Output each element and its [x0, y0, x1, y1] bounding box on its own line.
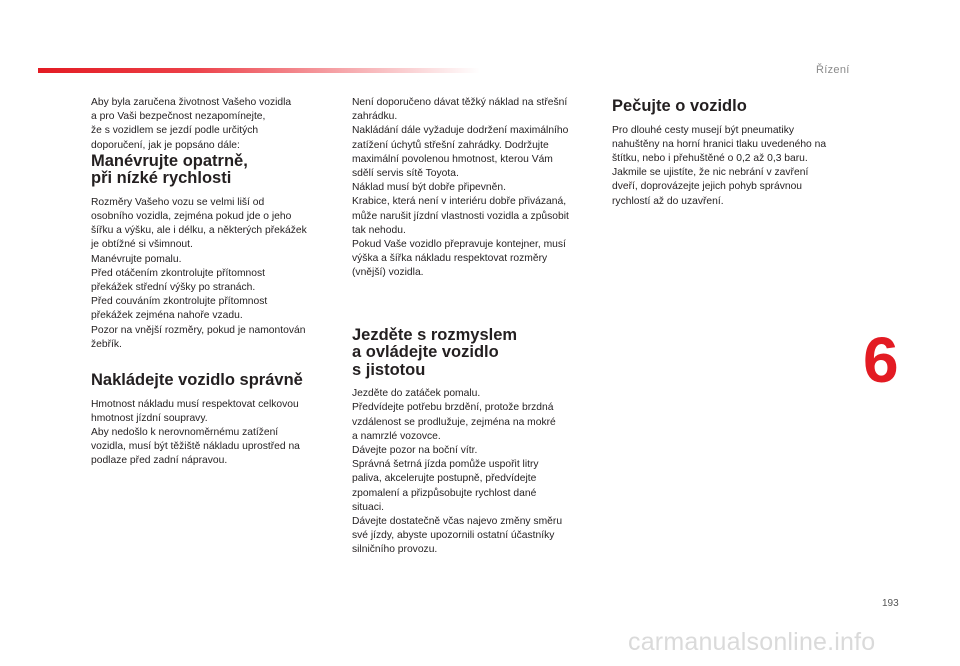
- text-line: je obtížné si všimnout.: [91, 239, 193, 251]
- text-line: Před couváním zkontrolujte přítomnost: [91, 296, 268, 308]
- text-line: hmotnost jízdní soupravy.: [91, 412, 208, 424]
- text-line: žebřík.: [91, 338, 122, 350]
- text-line: zatížení úchytů střešní zahrádky. Dodržujte: [352, 139, 549, 151]
- chapter-number: 6: [863, 324, 899, 396]
- intro-paragraph: [91, 96, 341, 153]
- text-line: Jezděte do zatáček pomalu.: [352, 388, 481, 400]
- text-line: štítku, nebo i přehuštěné o 0,2 až 0,3 baru.: [612, 152, 808, 164]
- heading-vehicle-care: Pečujte o vozidlo: [612, 97, 747, 115]
- text-line: Krabice, která není v interiéru dobře přivázaná,: [352, 196, 567, 208]
- text-line: situaci.: [352, 501, 385, 513]
- maneuver-paragraph: [91, 196, 341, 352]
- text-line: Správná šetrná jízda pomůže uspořit litry: [352, 459, 539, 471]
- text-line: své jízdy, abyste upozornili ostatní účastníky: [352, 530, 555, 542]
- text-line: osobního vozidla, zejména pokud jde o jeho: [91, 211, 292, 223]
- text-line: vzdálenost se prodlužuje, zejména na mokré: [352, 416, 556, 428]
- text-line: paliva, akcelerujte postupně, předvídejte: [352, 473, 537, 485]
- text-line: Hmotnost nákladu musí respektovat celkovou: [91, 398, 299, 410]
- heading-loading: Nakládejte vozidlo správně: [91, 371, 303, 390]
- text-line: Pro dlouhé cesty musejí být pneumatiky: [612, 124, 795, 136]
- text-line: Rozměry Vašeho vozu se velmi liší od: [91, 196, 265, 208]
- text-line: rychlostí až do uzavření.: [612, 195, 724, 207]
- text-line: překážek střední výšky po stranách.: [91, 282, 256, 294]
- text-line: Aby nedošlo k nerovnoměrnému zatížení: [91, 426, 279, 438]
- heading-line: Manévrujte opatrně,: [91, 151, 248, 170]
- text-line: a pro Vaši bezpečnost nezapomínejte,: [91, 111, 266, 123]
- text-line: nahuštěny na horní hranici tlaku uvedeného na: [612, 138, 827, 150]
- text-line: Aby byla zaručena životnost Vašeho vozidla: [91, 97, 292, 108]
- text-line: dveří, doprovázejte jejich pohyb správnou: [612, 181, 803, 193]
- text-line: vozidla, musí být těžiště nákladu uprostřed na: [91, 441, 300, 453]
- text-line: výška a šířka nákladu respektovat rozměry: [352, 253, 548, 265]
- heading-line: s jistotou: [352, 360, 426, 379]
- text-line: že s vozidlem se jezdí podle určitých: [91, 125, 259, 137]
- loading-paragraph: [91, 398, 341, 469]
- text-line: Jakmile se ujistíte, že nic nebrání v zavření: [612, 167, 809, 179]
- text-line: Nakládání dále vyžaduje dodržení maximálního: [352, 125, 569, 137]
- text-line: maximální povolenou hmotnost, kterou Vám: [352, 153, 553, 165]
- text-line: zpomalení a přizpůsobujte rychlost dané: [352, 487, 537, 499]
- heading-line: a ovládejte vozidlo: [352, 343, 499, 362]
- text-line: tak nehodu.: [352, 224, 406, 236]
- driving-paragraph: [352, 387, 597, 557]
- header-accent-bar: [38, 68, 480, 73]
- text-line: podlaze před zadní nápravou.: [91, 455, 228, 467]
- heading-driving: [352, 327, 597, 380]
- text-line: Před otáčením zkontrolujte přítomnost: [91, 267, 265, 279]
- text-line: a namrzlé vozovce.: [352, 430, 441, 442]
- text-line: silničního provozu.: [352, 544, 438, 556]
- text-line: (vnější) vozidla.: [352, 267, 424, 279]
- text-line: překážek zejména nahoře vzadu.: [91, 310, 243, 322]
- heading-maneuver: [91, 153, 341, 188]
- heading-line: Jezděte s rozmyslem: [352, 325, 518, 344]
- text-line: Pokud Vaše vozidlo přepravuje kontejner, musí: [352, 239, 566, 251]
- vehicle-care-paragraph: [612, 124, 857, 209]
- watermark: carmanualsonline.info: [628, 628, 876, 656]
- heading-line: při nízké rychlosti: [91, 169, 232, 188]
- text-line: Manévrujte pomalu.: [91, 253, 182, 265]
- text-line: Předvídejte potřebu brzdění, protože brzdná: [352, 402, 554, 414]
- page-number: 193: [882, 598, 899, 609]
- text-line: doporučení, jak je popsáno dále:: [91, 139, 240, 151]
- roof-load-paragraph: [352, 96, 597, 281]
- text-line: zahrádku.: [352, 111, 398, 123]
- text-line: sdělí servis sítě Toyota.: [352, 168, 459, 180]
- column-1: [91, 96, 341, 469]
- text-line: Není doporučeno dávat těžký náklad na střešní: [352, 97, 568, 108]
- text-line: Dávejte dostatečně včas najevo změny směru: [352, 515, 563, 527]
- text-line: Pozor na vnější rozměry, pokud je namontován: [91, 324, 306, 336]
- column-3: [612, 98, 857, 209]
- text-line: šířku a výšku, ale i délku, a některých překážek: [91, 225, 307, 237]
- text-line: může narušit jízdní vlastnosti vozidla a způsobit: [352, 210, 569, 222]
- text-line: Dávejte pozor na boční vítr.: [352, 444, 478, 456]
- text-line: Náklad musí být dobře připevněn.: [352, 182, 506, 194]
- column-2: [352, 96, 597, 558]
- section-title: Řízení: [816, 64, 850, 76]
